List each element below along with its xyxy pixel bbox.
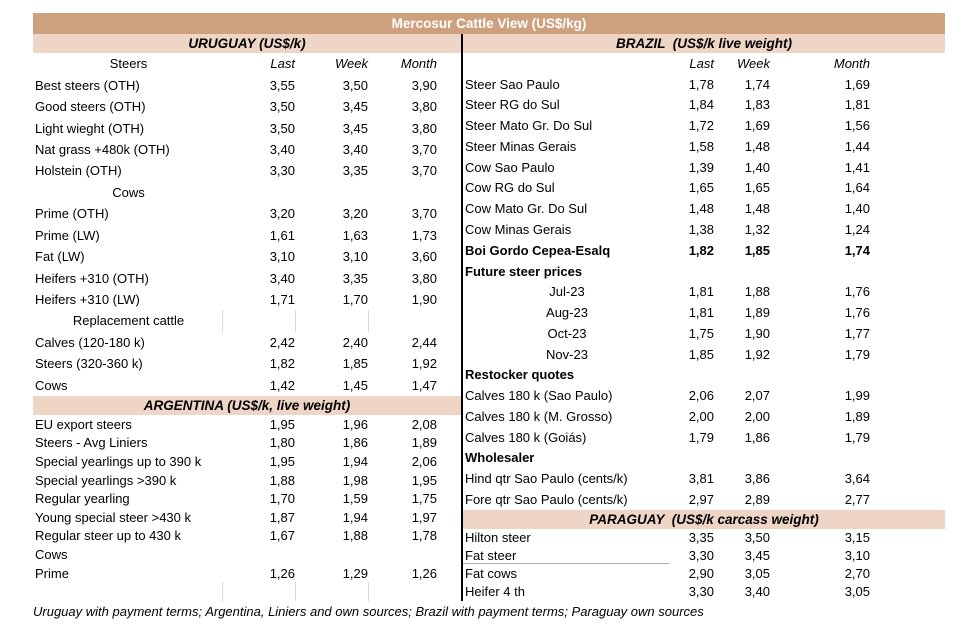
value-week: 1,98	[342, 472, 368, 488]
row-label: Wholesaler	[465, 450, 535, 466]
value-month: 1,92	[411, 356, 437, 372]
value-last: 1,72	[688, 118, 714, 134]
value-week: 1,70	[342, 292, 368, 308]
table-row	[33, 96, 461, 117]
value-week: 1,94	[342, 509, 368, 525]
value-month: 1,77	[844, 325, 870, 341]
value-week: 3,20	[342, 206, 368, 222]
value-week: 1,69	[744, 118, 770, 134]
table-row	[463, 565, 945, 583]
row-label: Jul-23	[549, 284, 585, 300]
table-row	[463, 240, 945, 261]
right-rows	[463, 53, 945, 601]
value-month: 3,80	[411, 120, 437, 136]
value-week: 1,90	[744, 325, 770, 341]
value-month: 2,44	[411, 334, 437, 350]
value-month: 1,64	[844, 180, 870, 196]
value-week: 3,10	[342, 249, 368, 265]
value-last: 1,88	[269, 472, 295, 488]
row-label: Regular steer up to 430 k	[35, 528, 181, 544]
value-month: 2,06	[411, 453, 437, 469]
value-week: 1,86	[744, 429, 770, 445]
row-label: Nat grass +480k (OTH)	[35, 141, 170, 157]
value-month: Month	[833, 55, 870, 71]
row-label: Hind qtr Sao Paulo (cents/k)	[465, 471, 628, 487]
value-month: 1,41	[844, 159, 870, 175]
value-month: 1,95	[411, 472, 437, 488]
table-row	[463, 323, 945, 344]
value-last: 3,40	[269, 270, 295, 286]
row-label: Prime (OTH)	[35, 206, 109, 222]
value-month: 1,79	[844, 346, 870, 362]
value-week: 1,45	[342, 377, 368, 393]
value-month: 1,89	[411, 435, 437, 451]
value-month: 1,47	[411, 377, 437, 393]
value-month: 1,40	[844, 201, 870, 217]
table-row	[463, 583, 945, 601]
value-week: 1,40	[744, 159, 770, 175]
value-last: 1,58	[688, 138, 714, 154]
value-last: 1,85	[688, 346, 714, 362]
value-last: 1,71	[269, 292, 295, 308]
row-label: Hilton steer	[465, 530, 531, 546]
table-row	[33, 564, 461, 583]
table-row	[463, 178, 945, 199]
value-last	[222, 582, 295, 601]
table-row	[463, 344, 945, 365]
row-label: Calves 180 k (Goiás)	[465, 429, 587, 445]
brazil-paraguay-column	[461, 34, 945, 601]
value-week: 1,48	[744, 201, 770, 217]
value-month: 3,70	[411, 163, 437, 179]
row-label: Best steers (OTH)	[35, 77, 140, 93]
row-label: Heifers +310 (LW)	[35, 292, 140, 308]
value-last: 3,20	[269, 206, 295, 222]
value-month: 2,08	[411, 416, 437, 432]
row-label: Steers	[109, 56, 148, 72]
value-last: 3,30	[688, 584, 714, 600]
value-week: Week	[737, 55, 770, 71]
value-last: 1,65	[688, 180, 714, 196]
table-body	[33, 34, 945, 601]
value-month: 3,90	[411, 77, 437, 93]
value-week: 1,88	[744, 284, 770, 300]
value-month: 1,97	[411, 509, 437, 525]
value-last: 1,80	[269, 435, 295, 451]
row-label: Aug-23	[546, 305, 588, 321]
value-month: 3,64	[844, 471, 870, 487]
value-last: 1,48	[688, 201, 714, 217]
value-month	[368, 310, 437, 331]
row-label: Heifers +310 (OTH)	[35, 270, 149, 286]
table-row	[463, 95, 945, 116]
row-label: Prime (LW)	[35, 227, 100, 243]
row-label: Fat (LW)	[35, 249, 85, 265]
value-month: 1,74	[844, 242, 870, 258]
row-label: Holstein (OTH)	[35, 163, 122, 179]
value-month: 3,80	[411, 99, 437, 115]
value-month: 3,70	[411, 206, 437, 222]
table-row	[463, 74, 945, 95]
value-week: 1,83	[744, 97, 770, 113]
table-row	[33, 117, 461, 138]
value-week: 1,32	[744, 222, 770, 237]
row-label: Boi Gordo Cepea-Esalq	[465, 242, 611, 258]
table-row	[463, 157, 945, 178]
row-label: Prime	[35, 565, 69, 581]
value-last: 1,81	[688, 284, 714, 300]
left-rows	[33, 53, 461, 601]
value-week: 1,92	[744, 346, 770, 362]
value-week: 3,45	[342, 99, 368, 115]
row-label: Cows	[35, 546, 68, 562]
value-last: 3,55	[269, 77, 295, 93]
table-row	[33, 353, 461, 374]
value-week: 3,05	[744, 566, 770, 582]
argentina-mid-section-header: ARGENTINA (US$/k, live weight)	[33, 396, 461, 415]
value-month: 1,99	[844, 388, 870, 404]
value-week: 3,86	[744, 471, 770, 487]
table-row	[463, 281, 945, 302]
table-row	[33, 415, 461, 434]
value-last: 3,30	[688, 548, 714, 564]
table-row	[33, 508, 461, 527]
value-month: 1,81	[844, 97, 870, 113]
value-week: 1,63	[342, 227, 368, 243]
row-label: Calves 180 k (Sao Paulo)	[465, 388, 613, 404]
table-row	[33, 332, 461, 353]
row-label: Regular yearling	[35, 491, 130, 507]
value-last: 1,82	[688, 242, 714, 258]
value-last: 1,61	[269, 227, 295, 243]
value-week: 1,85	[744, 242, 770, 258]
table-row	[33, 225, 461, 246]
value-week: 1,89	[744, 305, 770, 321]
row-label: Calves 180 k (M. Grosso)	[465, 408, 613, 424]
table-row	[463, 198, 945, 219]
row-label: Special yearlings >390 k	[35, 472, 177, 488]
table-row	[33, 182, 461, 203]
table-row	[463, 364, 945, 385]
row-label: Fat cows	[465, 566, 518, 582]
value-week: 1,96	[342, 416, 368, 432]
value-last: 2,06	[688, 388, 714, 404]
value-month: 2,70	[844, 566, 870, 582]
value-week: 2,07	[744, 388, 770, 404]
value-month: 3,70	[411, 141, 437, 157]
table-row	[33, 527, 461, 546]
value-last: 3,10	[269, 249, 295, 265]
value-month: 3,15	[844, 530, 870, 546]
value-week: Week	[335, 56, 368, 72]
table-row	[33, 203, 461, 224]
value-month: 1,90	[411, 292, 437, 308]
value-month: 1,75	[411, 491, 437, 507]
row-label: Light wieght (OTH)	[35, 120, 145, 136]
value-month: 1,44	[844, 138, 870, 154]
value-week: 1,65	[744, 180, 770, 196]
row-label: Cows	[112, 184, 145, 200]
value-last	[222, 310, 295, 331]
table-row	[463, 115, 945, 136]
table-row	[33, 310, 461, 331]
table-row	[463, 529, 945, 547]
value-week: 2,00	[744, 408, 770, 424]
table-row	[463, 53, 945, 74]
value-month	[368, 582, 437, 601]
table-row	[33, 471, 461, 490]
value-last: 1,75	[688, 325, 714, 341]
value-week: 2,40	[342, 334, 368, 350]
value-month: 1,89	[844, 408, 870, 424]
value-last: 3,50	[269, 99, 295, 115]
value-month: 1,79	[844, 429, 870, 445]
row-label: Steer RG do Sul	[465, 97, 560, 113]
row-label: Steer Mato Gr. Do Sul	[465, 118, 593, 134]
value-month: 2,77	[844, 491, 870, 507]
table-row	[33, 434, 461, 453]
value-month: 1,24	[844, 222, 870, 237]
row-label: Steer Sao Paulo	[465, 76, 560, 92]
value-week: 2,89	[744, 491, 770, 507]
value-week: 3,35	[342, 163, 368, 179]
value-week: 3,50	[342, 77, 368, 93]
row-label: Restocker quotes	[465, 367, 575, 383]
value-last: 1,95	[269, 453, 295, 469]
value-week: 1,85	[342, 356, 368, 372]
value-last: 1,84	[688, 97, 714, 113]
row-label: Special yearlings up to 390 k	[35, 453, 202, 469]
table-row	[33, 489, 461, 508]
row-label: Cows	[35, 377, 68, 393]
value-week: 1,74	[744, 76, 770, 92]
value-last: 1,42	[269, 377, 295, 393]
value-last: 2,00	[688, 408, 714, 424]
mercosur-cattle-table	[33, 13, 945, 619]
table-row	[463, 448, 945, 469]
table-row	[33, 53, 461, 74]
value-last: 2,97	[688, 491, 714, 507]
row-label: EU export steers	[35, 416, 132, 432]
value-month: 1,26	[411, 565, 437, 581]
value-week: 3,45	[342, 120, 368, 136]
value-last: 3,81	[688, 471, 714, 487]
row-label: Replacement cattle	[72, 313, 185, 329]
value-week: 1,88	[342, 528, 368, 544]
value-week: 3,40	[744, 584, 770, 600]
value-week: 1,59	[342, 491, 368, 507]
table-row	[463, 136, 945, 157]
value-last: Last	[689, 55, 714, 71]
row-label: Cow Mato Gr. Do Sul	[465, 201, 588, 217]
table-row	[33, 139, 461, 160]
row-label: Young special steer >430 k	[35, 509, 191, 525]
table-row	[33, 246, 461, 267]
value-month: 1,69	[844, 76, 870, 92]
value-week	[295, 582, 368, 601]
value-last: 1,39	[688, 159, 714, 175]
table-row	[33, 375, 461, 396]
row-label: Fat steer	[463, 548, 669, 564]
source-footnote: Uruguay with payment terms; Argentina, Liniers and own sources; Brazil with payment terms; Paraguay own sources	[33, 603, 704, 619]
paraguay-mid-section-header: PARAGUAY (US$/k carcass weight)	[463, 510, 945, 529]
row-label: Fore qtr Sao Paulo (cents/k)	[465, 491, 628, 507]
table-row	[33, 160, 461, 181]
row-label: Heifer 4 th	[465, 584, 525, 600]
table-row	[463, 302, 945, 323]
value-week: 3,40	[342, 141, 368, 157]
table-row	[33, 452, 461, 471]
table-row	[463, 468, 945, 489]
value-last: 3,40	[269, 141, 295, 157]
table-row	[33, 545, 461, 564]
value-last: 1,87	[269, 509, 295, 525]
value-last: 3,35	[688, 530, 714, 546]
value-last: 1,82	[269, 356, 295, 372]
value-last: 1,70	[269, 491, 295, 507]
value-last: 3,50	[269, 120, 295, 136]
value-month: 3,10	[844, 548, 870, 564]
row-label: Future steer prices	[465, 263, 583, 279]
row-label: Steers - Avg Liniers	[35, 435, 148, 451]
row-label: Cow RG do Sul	[465, 180, 555, 196]
table-row	[33, 582, 461, 601]
row-label: Good steers (OTH)	[35, 99, 146, 115]
value-week: 3,35	[342, 270, 368, 286]
table-row	[463, 261, 945, 282]
value-month: Month	[400, 56, 437, 72]
table-row	[463, 385, 945, 406]
value-month: 3,80	[411, 270, 437, 286]
value-last: 1,95	[269, 416, 295, 432]
table-row	[463, 406, 945, 427]
value-last: 1,67	[269, 528, 295, 544]
value-last: 1,78	[688, 76, 714, 92]
row-label: Nov-23	[546, 346, 588, 362]
value-week: 3,45	[744, 548, 770, 564]
value-month: 3,05	[844, 584, 870, 600]
row-label: Oct-23	[547, 325, 587, 341]
value-last: 3,30	[269, 163, 295, 179]
brazil-section-header: BRAZIL (US$/k live weight)	[463, 34, 945, 53]
uruguay-section-header: URUGUAY (US$/k)	[33, 34, 461, 53]
uruguay-argentina-column	[33, 34, 461, 601]
table-row	[463, 547, 945, 565]
row-label: Steers (320-360 k)	[35, 356, 143, 372]
value-last: 1,38	[688, 222, 714, 237]
row-label: Steer Minas Gerais	[465, 138, 577, 154]
row-label: Cow Minas Gerais	[465, 222, 572, 237]
value-month: 1,76	[844, 284, 870, 300]
row-label: Calves (120-180 k)	[35, 334, 145, 350]
value-last: 2,42	[269, 334, 295, 350]
value-last: Last	[270, 56, 295, 72]
table-title: Mercosur Cattle View (US$/kg)	[33, 13, 945, 34]
value-week: 1,29	[342, 565, 368, 581]
value-last: 1,26	[269, 565, 295, 581]
value-week: 1,86	[342, 435, 368, 451]
value-week: 1,94	[342, 453, 368, 469]
table-row	[463, 489, 945, 510]
value-week	[295, 310, 368, 331]
value-last: 1,81	[688, 305, 714, 321]
value-week: 1,48	[744, 138, 770, 154]
table-row	[33, 267, 461, 288]
table-row	[463, 219, 945, 240]
value-month: 1,73	[411, 227, 437, 243]
value-month: 1,56	[844, 118, 870, 134]
value-month: 1,76	[844, 305, 870, 321]
table-row	[33, 74, 461, 95]
value-last: 2,90	[688, 566, 714, 582]
table-row	[463, 427, 945, 448]
table-row	[33, 289, 461, 310]
value-month: 1,78	[411, 528, 437, 544]
row-label: Cow Sao Paulo	[465, 159, 555, 175]
value-week: 3,50	[744, 530, 770, 546]
value-month: 3,60	[411, 249, 437, 265]
value-last: 1,79	[688, 429, 714, 445]
